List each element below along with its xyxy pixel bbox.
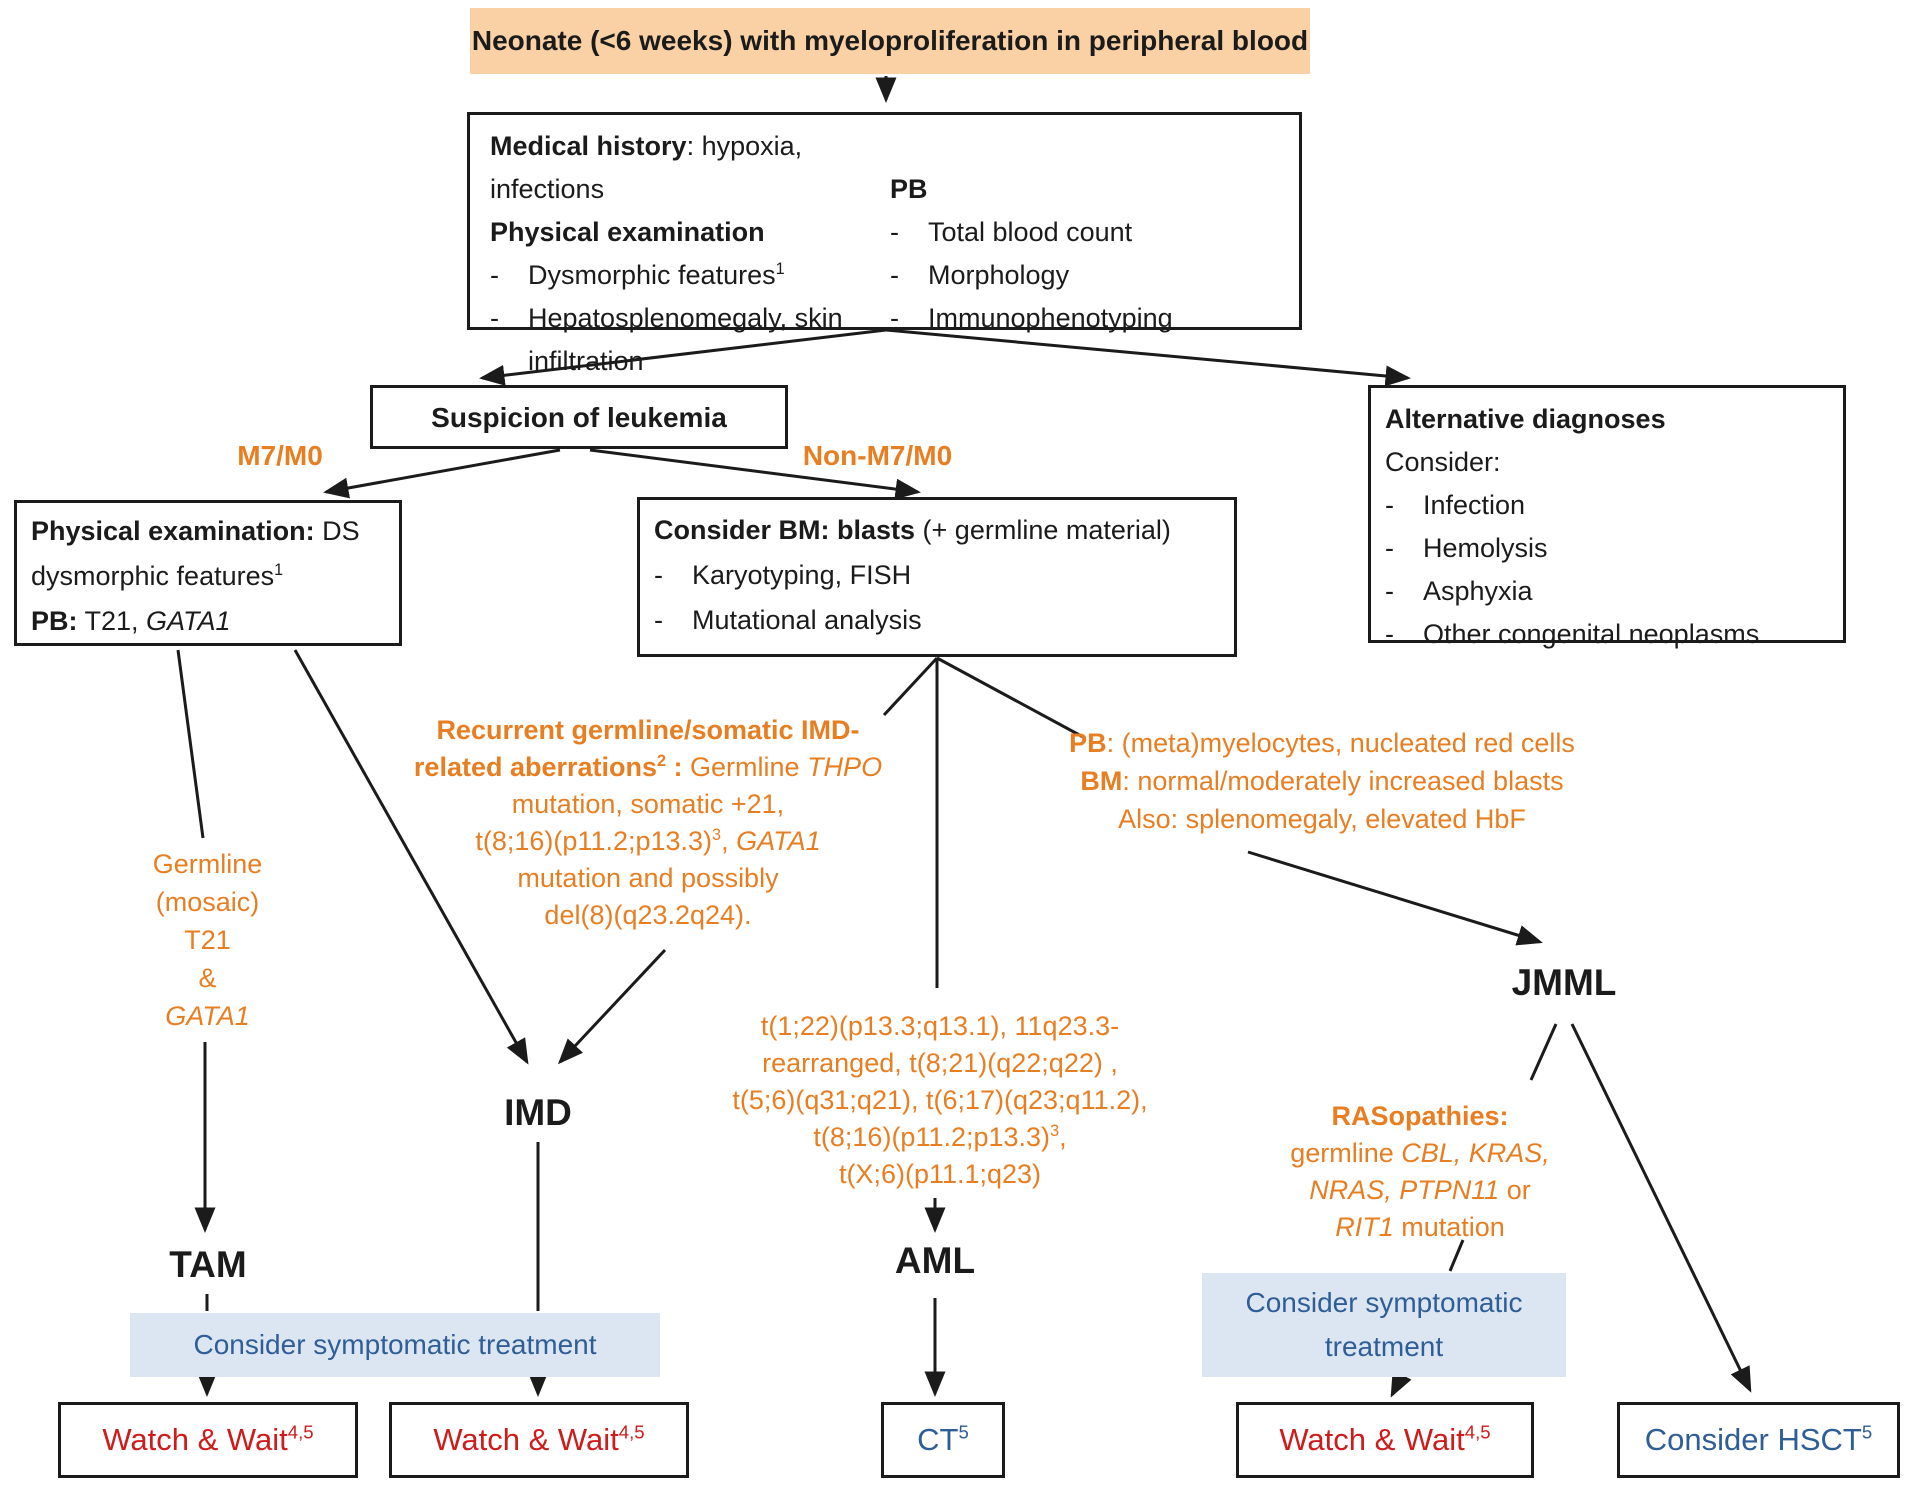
ds-box (14, 500, 402, 646)
edge-label-m7-m0: M7/M0 (237, 440, 323, 471)
node-imd: IMD (504, 1092, 572, 1133)
footnote-1: 1 (775, 260, 785, 278)
alternative-consider: Consider: (1385, 447, 1501, 477)
watch-wait-label: Watch & Wait (1279, 1422, 1465, 1457)
dash-bullet: - (490, 303, 499, 333)
aml-note-line-3: t(5;6)(q31;q21), t(6;17)(q23;q11.2), (732, 1085, 1148, 1115)
jmml-note-line-3: Also: splenomegaly, elevated HbF (1118, 804, 1526, 834)
physical-item-1-text (528, 254, 785, 297)
ds-line-2 (31, 554, 385, 599)
treatment-left-text: Consider symptomatic treatment (193, 1329, 597, 1360)
pb-item-1-label: Total blood count (928, 217, 1133, 247)
pb-item-3-label: Immunophenotyping (928, 303, 1173, 333)
jmml-note-bm-rest: : normal/moderately increased blasts (1122, 766, 1564, 796)
outcome-ct (881, 1402, 1005, 1478)
tam-note-line-4: & (198, 963, 217, 993)
rasopathies-line-2 (1270, 1135, 1570, 1172)
imd-note-line-2-normal: Germline (690, 752, 808, 782)
rasopathies-line-4-rest: mutation (1393, 1212, 1505, 1242)
pb-header: PB (890, 174, 928, 204)
alternative-item-3-label: Asphyxia (1423, 576, 1533, 606)
outcome-consider-hsct (1617, 1402, 1900, 1478)
pb-item-3 (890, 297, 1290, 340)
ds-line-3 (31, 599, 385, 644)
alternative-title: Alternative diagnoses (1385, 404, 1666, 434)
ct-label: CT (917, 1422, 959, 1457)
physical-item-2-label: Hepatosplenomegaly, skin (528, 303, 843, 333)
alternative-item-1-label: Infection (1423, 490, 1526, 520)
rasopathies-line-4 (1270, 1209, 1570, 1246)
watch-wait-text (433, 1422, 644, 1457)
alternative-item-2 (1385, 527, 1829, 570)
arrow-suspicion-to-ds (326, 450, 560, 492)
imd-note-line-2-colon: : (666, 752, 691, 782)
hsct-label: Consider HSCT (1644, 1422, 1862, 1457)
medical-history-line (490, 125, 900, 211)
dash-bullet: - (1385, 490, 1394, 520)
arrow-jmml-left-lower (1392, 1379, 1400, 1395)
rit1-gene: RIT1 (1335, 1212, 1394, 1242)
aml-note-line-4 (690, 1119, 1190, 1156)
footnote-3: 3 (712, 826, 722, 844)
footnote-1: 1 (274, 561, 284, 579)
imd-note-line-4-text: t(8;16)(p11.2;p13.3) (475, 826, 713, 856)
arrow-jmml-to-hsct (1572, 1024, 1750, 1390)
nras-ptpn11-genes: NRAS, PTPN11 (1309, 1175, 1500, 1205)
physical-item-1 (490, 254, 900, 297)
arrow-jmml-left-upper (1531, 1024, 1556, 1080)
aml-note-line-5: t(X;6)(p11.1;q23) (838, 1159, 1042, 1189)
watch-wait-text (1279, 1422, 1490, 1457)
hsct-text (1645, 1422, 1872, 1457)
footnote-2: 2 (657, 752, 667, 770)
jmml-note-pb-label: PB (1069, 728, 1107, 758)
physical-item-2-cont: infiltration (528, 346, 644, 376)
gata1-gene: GATA1 (736, 826, 821, 856)
rasopathies-line-2-normal: germline (1290, 1138, 1402, 1168)
alternative-item-4 (1385, 613, 1829, 656)
dash-bullet: - (1385, 576, 1394, 606)
outcome-watch-wait-1 (58, 1402, 358, 1478)
dash-bullet: - (654, 605, 663, 635)
alternative-box (1368, 385, 1846, 649)
gata1-gene: GATA1 (165, 1001, 250, 1031)
aml-note-line-1: t(1;22)(p13.3;q13.1), 11q23.3- (760, 1011, 1120, 1041)
bm-line-1-bold: Consider BM: blasts (654, 515, 916, 545)
imd-note-line-5: mutation and possibly (517, 863, 779, 893)
imd-note-line-1: Recurrent germline/somatic IMD- (436, 715, 860, 745)
aml-translocations-note (690, 1008, 1190, 1193)
edge-label-non-m7-m0: Non-M7/M0 (802, 440, 953, 471)
bm-item-1 (654, 553, 1220, 598)
imd-note-line-6: del(8)(q23.2q24). (544, 900, 752, 930)
imd-note-line-3: mutation, somatic +21, (511, 789, 785, 819)
bm-box (637, 497, 1237, 657)
workup-box (467, 112, 1302, 376)
dash-bullet: - (890, 303, 899, 333)
bm-item-2 (654, 598, 1220, 643)
imd-aberrations-note (398, 712, 898, 934)
ds-line-3-rest: T21, (77, 606, 147, 636)
medical-history-rest: : hypoxia, infections (490, 131, 803, 204)
dash-bullet: - (1385, 533, 1394, 563)
pb-item-2 (890, 254, 1290, 297)
physical-item-1-label: Dysmorphic features (528, 260, 776, 290)
alternative-item-3 (1385, 570, 1829, 613)
banner-neonate (470, 8, 1310, 74)
rasopathies-note (1270, 1098, 1570, 1246)
rasopathies-title: RASopathies: (1331, 1101, 1509, 1131)
rasopathies-line-3-or: or (1499, 1175, 1531, 1205)
footnote-4-5: 4,5 (1464, 1421, 1491, 1443)
physical-item-2 (490, 297, 900, 340)
ds-line-3-bold: PB: (31, 606, 78, 636)
watch-wait-text (102, 1422, 313, 1457)
pb-item-1 (890, 211, 1290, 254)
arrow-bm-to-imd-lower (560, 950, 665, 1062)
dash-bullet: - (654, 560, 663, 590)
bm-item-1-label: Karyotyping, FISH (692, 560, 912, 590)
imd-note-line-4-comma: , (721, 826, 737, 856)
ds-line-1-rest: DS (314, 516, 360, 546)
dash-bullet: - (1385, 619, 1394, 649)
medical-history-label: Medical history (490, 131, 687, 161)
jmml-note-line-1 (1022, 724, 1622, 762)
aml-note-line-2: rearranged, t(8;21)(q22;q22) , (762, 1048, 1118, 1078)
ct-text (917, 1422, 969, 1457)
arrow-bm-to-imd-upper (884, 658, 937, 715)
banner-text: Neonate (<6 weeks) with myeloproliferation in peripheral blood (471, 25, 1309, 56)
arrow-ds-to-tam-upper (178, 650, 203, 838)
footnote-4-5: 4,5 (618, 1421, 645, 1443)
imd-note-line-2 (398, 749, 898, 786)
treatment-box-right (1202, 1273, 1566, 1377)
alternative-item-2-label: Hemolysis (1423, 533, 1548, 563)
tam-note-line-1: Germline (152, 849, 263, 879)
ds-line-1 (31, 509, 385, 554)
node-jmml: JMML (1511, 962, 1617, 1003)
cbl-kras-genes: CBL, KRAS, (1401, 1138, 1550, 1168)
aml-note-line-4-text: t(8;16)(p11.2;p13.3) (813, 1122, 1051, 1152)
jmml-note-pb-rest: : (meta)myelocytes, nucleated red cells (1106, 728, 1575, 758)
treatment-box-left (130, 1313, 660, 1377)
node-aml: AML (894, 1240, 976, 1281)
gata1-gene: GATA1 (146, 606, 231, 636)
footnote-5: 5 (1861, 1421, 1873, 1443)
rasopathies-line-3 (1270, 1172, 1570, 1209)
suspicion-box (370, 385, 788, 449)
alternative-item-1 (1385, 484, 1829, 527)
footnote-5: 5 (958, 1421, 969, 1443)
jmml-findings-note (1022, 724, 1622, 838)
tam-note-line-3: T21 (184, 925, 231, 955)
footnote-4-5: 4,5 (287, 1421, 314, 1443)
bm-line-1-rest: (+ germline material) (915, 515, 1171, 545)
bm-item-2-label: Mutational analysis (692, 605, 922, 635)
thpo-gene: THPO (807, 752, 883, 782)
jmml-note-line-2 (1022, 762, 1622, 800)
imd-note-line-2-bold: related aberrations (413, 752, 658, 782)
suspicion-title: Suspicion of leukemia (431, 402, 727, 433)
outcome-watch-wait-2 (389, 1402, 689, 1478)
dash-bullet: - (490, 260, 499, 290)
workup-right-column (890, 168, 1290, 340)
workup-left-column (490, 125, 900, 383)
aml-note-line-4-comma: , (1059, 1122, 1067, 1152)
bm-line-1 (654, 508, 1220, 553)
treatment-right-line-1: Consider symptomatic (1245, 1287, 1523, 1318)
tam-germline-note (110, 845, 305, 1035)
jmml-note-bm-label: BM (1080, 766, 1123, 796)
tam-note-line-2: (mosaic) (155, 887, 260, 917)
dash-bullet: - (890, 260, 899, 290)
arrow-jmmlnote-to-jmml (1248, 852, 1540, 942)
treatment-right-line-2: treatment (1324, 1331, 1444, 1362)
outcome-watch-wait-3 (1236, 1402, 1534, 1478)
ds-line-2-text: dysmorphic features (31, 561, 275, 591)
physical-exam-header: Physical examination (490, 217, 765, 247)
footnote-3: 3 (1050, 1122, 1060, 1140)
pb-item-2-label: Morphology (928, 260, 1070, 290)
watch-wait-label: Watch & Wait (433, 1422, 619, 1457)
node-tam: TAM (169, 1244, 247, 1285)
dash-bullet: - (890, 217, 899, 247)
imd-note-line-4 (398, 823, 898, 860)
alternative-item-4-label: Other congenital neoplasms (1423, 619, 1760, 649)
ds-line-1-bold: Physical examination: (31, 516, 315, 546)
watch-wait-label: Watch & Wait (102, 1422, 288, 1457)
